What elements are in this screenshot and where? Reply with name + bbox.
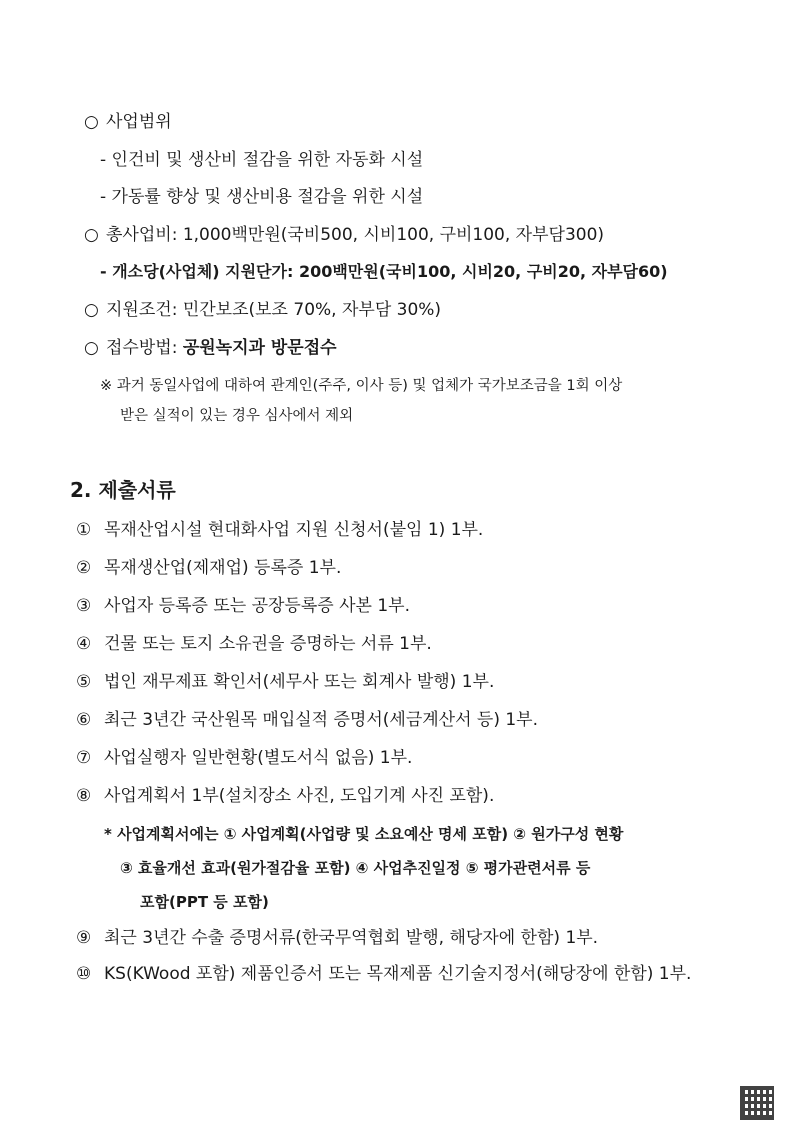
plan-note-line-2: ③ 효율개선 효과(원가절감율 포함) ④ 사업추진일정 ⑤ 평가관련서류 등	[120, 859, 591, 877]
item-text: KS(KWood 포함) 제품인증서 또는 목재제품 신기술지정서(해당장에 한함) 1부.	[104, 964, 692, 984]
item-text: 최근 3년간 국산원목 매입실적 증명서(세금계산서 등) 1부.	[104, 710, 539, 730]
scope-item-2: - 가동률 향상 및 생산비용 절감을 위한 시설	[100, 187, 424, 207]
item-text: 사업자 등록증 또는 공장등록증 사본 1부.	[104, 596, 410, 616]
item-number: ①	[76, 520, 92, 540]
item-text: 최근 3년간 수출 증명서류(한국무역협회 발행, 해당자에 한함) 1부.	[104, 928, 599, 948]
item-number: ⑧	[76, 786, 92, 806]
document-item	[76, 556, 341, 580]
unit-support	[100, 260, 668, 284]
document-item	[76, 926, 598, 950]
item-number: ⑨	[76, 928, 92, 948]
document-item	[76, 670, 494, 694]
item-number: ⑥	[76, 710, 92, 730]
submission-label: 접수방법:	[106, 338, 178, 358]
item-text: 법인 재무제표 확인서(세무사 또는 회계사 발행) 1부.	[104, 672, 495, 692]
total-budget: ○ 총사업비: 1,000백만원(국비500, 시비100, 구비100, 자부담300)	[84, 225, 605, 245]
submission-value: 공원녹지과 방문접수	[182, 338, 337, 358]
exclusion-note-line-2: 받은 실적이 있는 경우 심사에서 제외	[120, 408, 354, 424]
document-item	[76, 708, 538, 732]
bullet-mark: ○	[84, 225, 99, 245]
unit-support-label: - 개소당(사업체) 지원단가:	[100, 262, 294, 281]
document-item	[76, 962, 691, 986]
document-item	[76, 632, 432, 656]
qr-code-icon	[740, 1086, 774, 1120]
document-item	[76, 746, 412, 770]
submission-method	[84, 336, 337, 360]
item-number: ⑤	[76, 672, 92, 692]
bullet-mark: ○	[84, 338, 99, 358]
document-item	[76, 594, 410, 618]
bullet-mark: ○	[84, 300, 99, 320]
plan-note-line-1: * 사업계획서에는 ① 사업계획(사업량 및 소요예산 명세 포함) ② 원가구성 현황	[104, 825, 624, 843]
item-number: ④	[76, 634, 92, 654]
document-item	[76, 518, 483, 542]
item-number: ②	[76, 558, 92, 578]
item-text: 목재생산업(제재업) 등록증 1부.	[104, 558, 342, 578]
item-text: 목재산업시설 현대화사업 지원 신청서(붙임 1) 1부.	[104, 520, 484, 540]
exclusion-note-line-1: ※ 과거 동일사업에 대하여 관계인(주주, 이사 등) 및 업체가 국가보조금을 1회 이상	[100, 378, 623, 394]
item-text: 건물 또는 토지 소유권을 증명하는 서류 1부.	[104, 634, 432, 654]
bullet-mark: ○	[84, 112, 99, 132]
item-number: ⑩	[76, 964, 92, 984]
scope-title: ○ 사업범위	[84, 112, 172, 132]
item-number: ③	[76, 596, 92, 616]
document-item	[76, 784, 494, 808]
plan-note-line-3: 포함(PPT 등 포함)	[140, 893, 269, 911]
item-number: ⑦	[76, 748, 92, 768]
unit-support-value: 200백만원(국비100, 시비20, 구비20, 자부담60)	[298, 262, 668, 281]
item-text: 사업실행자 일반현황(별도서식 없음) 1부.	[104, 748, 413, 768]
section-heading: 2. 제출서류	[70, 478, 176, 502]
item-text: 사업계획서 1부(설치장소 사진, 도입기계 사진 포함).	[104, 786, 495, 806]
scope-item-1: - 인건비 및 생산비 절감을 위한 자동화 시설	[100, 150, 424, 170]
support-condition: ○ 지원조건: 민간보조(보조 70%, 자부담 30%)	[84, 300, 442, 320]
